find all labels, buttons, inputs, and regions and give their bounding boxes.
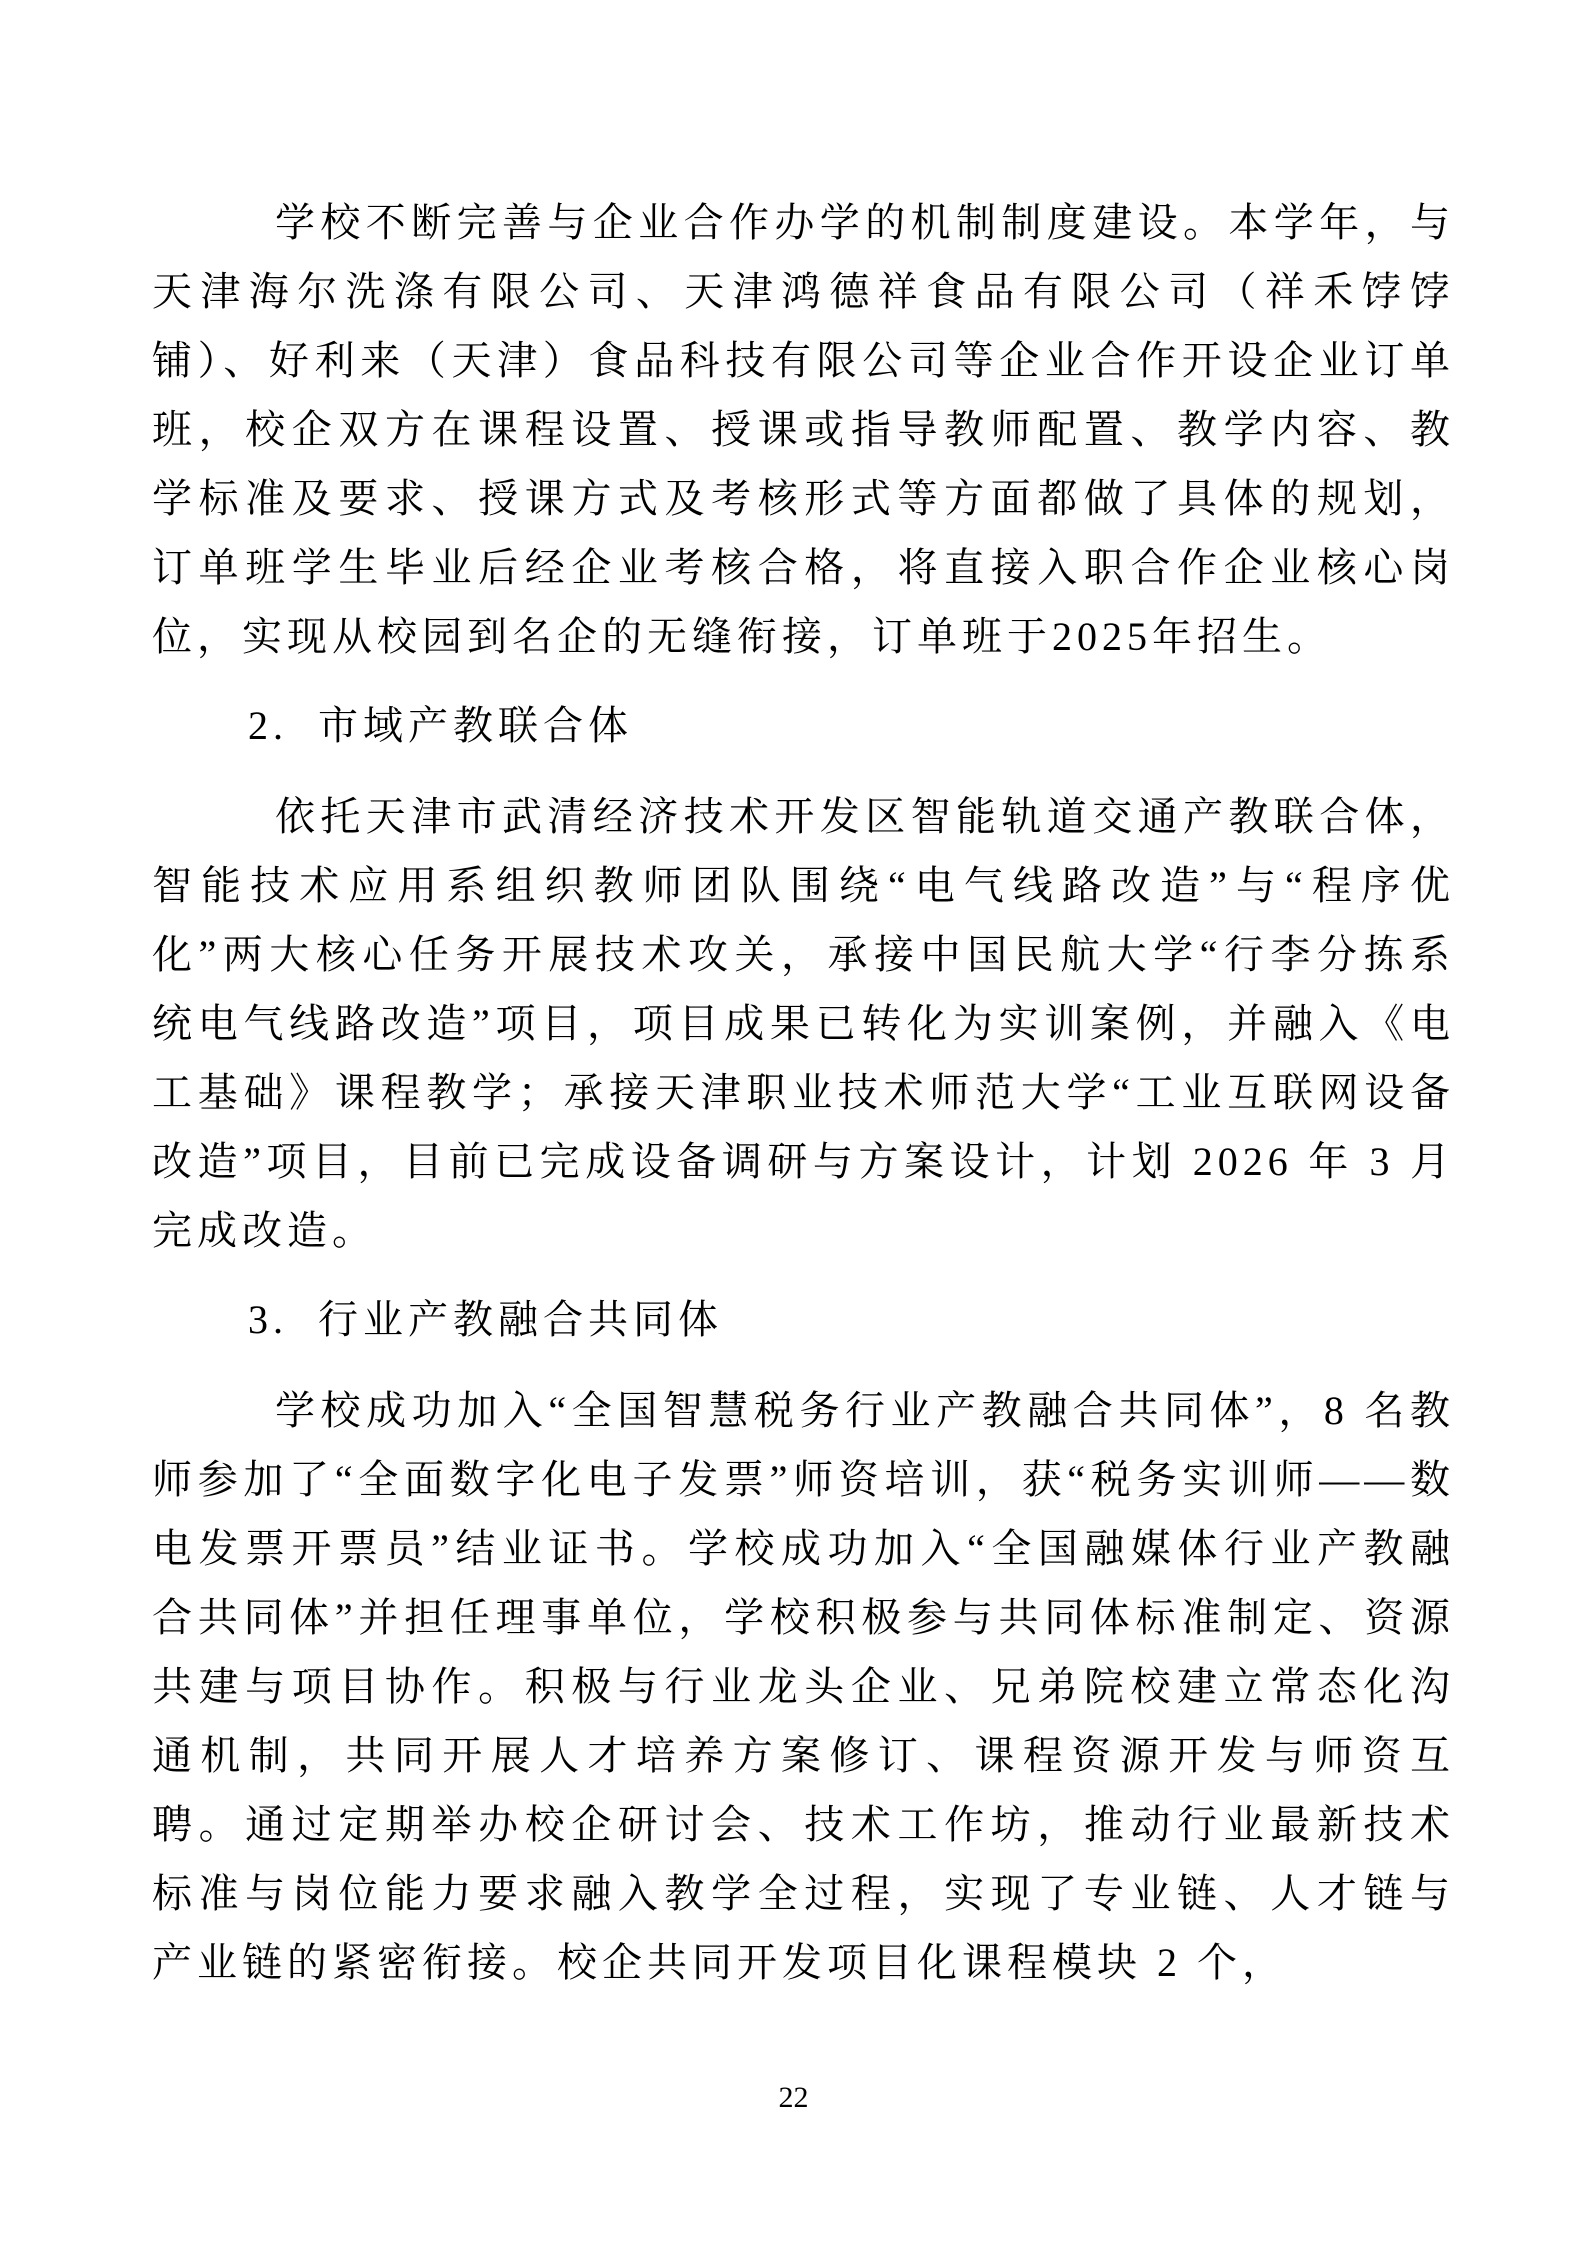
page-footer: [0, 2080, 1587, 2116]
text-content: [152, 188, 1455, 1997]
body-paragraph-industry-community: 学校成功加入“全国智慧税务行业产教融合共同体”，8 名教师参加了“全面数字化电子发票”师资培训，获“税务实训师——数电发票开票员”结业证书。学校成功加入“全国融媒体行业产教融合共同体”并担任理事单位，学校积极参与共同体标准制定、资源共建与项目协作。积极与行业龙头企业、兄弟院校建立常态化沟通机制，共同开展人才培养方案修订、课程资源开发与师资互聘。通过定期举办校企研讨会、技术工作坊，推动行业最新技术标准与岗位能力要求融入教学全过程，实现了专业链、人才链与产业链的紧密衔接。校企共同开发项目化课程模块 2 个，: [152, 1388, 1455, 1985]
page-number: 22: [778, 2081, 809, 2114]
section-heading-3-industry-community: 3. 行业产教融合共同体: [248, 1297, 723, 1342]
body-paragraph-order-class: 学校不断完善与企业合作办学的机制制度建设。本学年，与天津海尔洗涤有限公司、天津鸿德祥食品有限公司（祥禾饽饽铺）、好利来（天津）食品科技有限公司等企业合作开设企业订单班，校企双方在课程设置、授课或指导教师配置、教学内容、教学标准及要求、授课方式及考核形式等方面都做了具体的规划，订单班学生毕业后经企业考核合格，将直接入职合作企业核心岗位，实现从校园到名企的无缝衔接，订单班于2025年招生。: [152, 200, 1455, 659]
section-heading-2-city-consortium: 2. 市域产教联合体: [248, 703, 633, 748]
body-paragraph-city-consortium: 依托天津市武清经济技术开发区智能轨道交通产教联合体，智能技术应用系组织教师团队围绕“电气线路改造”与“程序优化”两大核心任务开展技术攻关，承接中国民航大学“行李分拣系统电气线路改造”项目，项目成果已转化为实训案例，并融入《电工基础》课程教学；承接天津职业技术师范大学“工业互联网设备改造”项目，目前已完成设备调研与方案设计，计划 2026 年 3 月完成改造。: [152, 794, 1455, 1253]
